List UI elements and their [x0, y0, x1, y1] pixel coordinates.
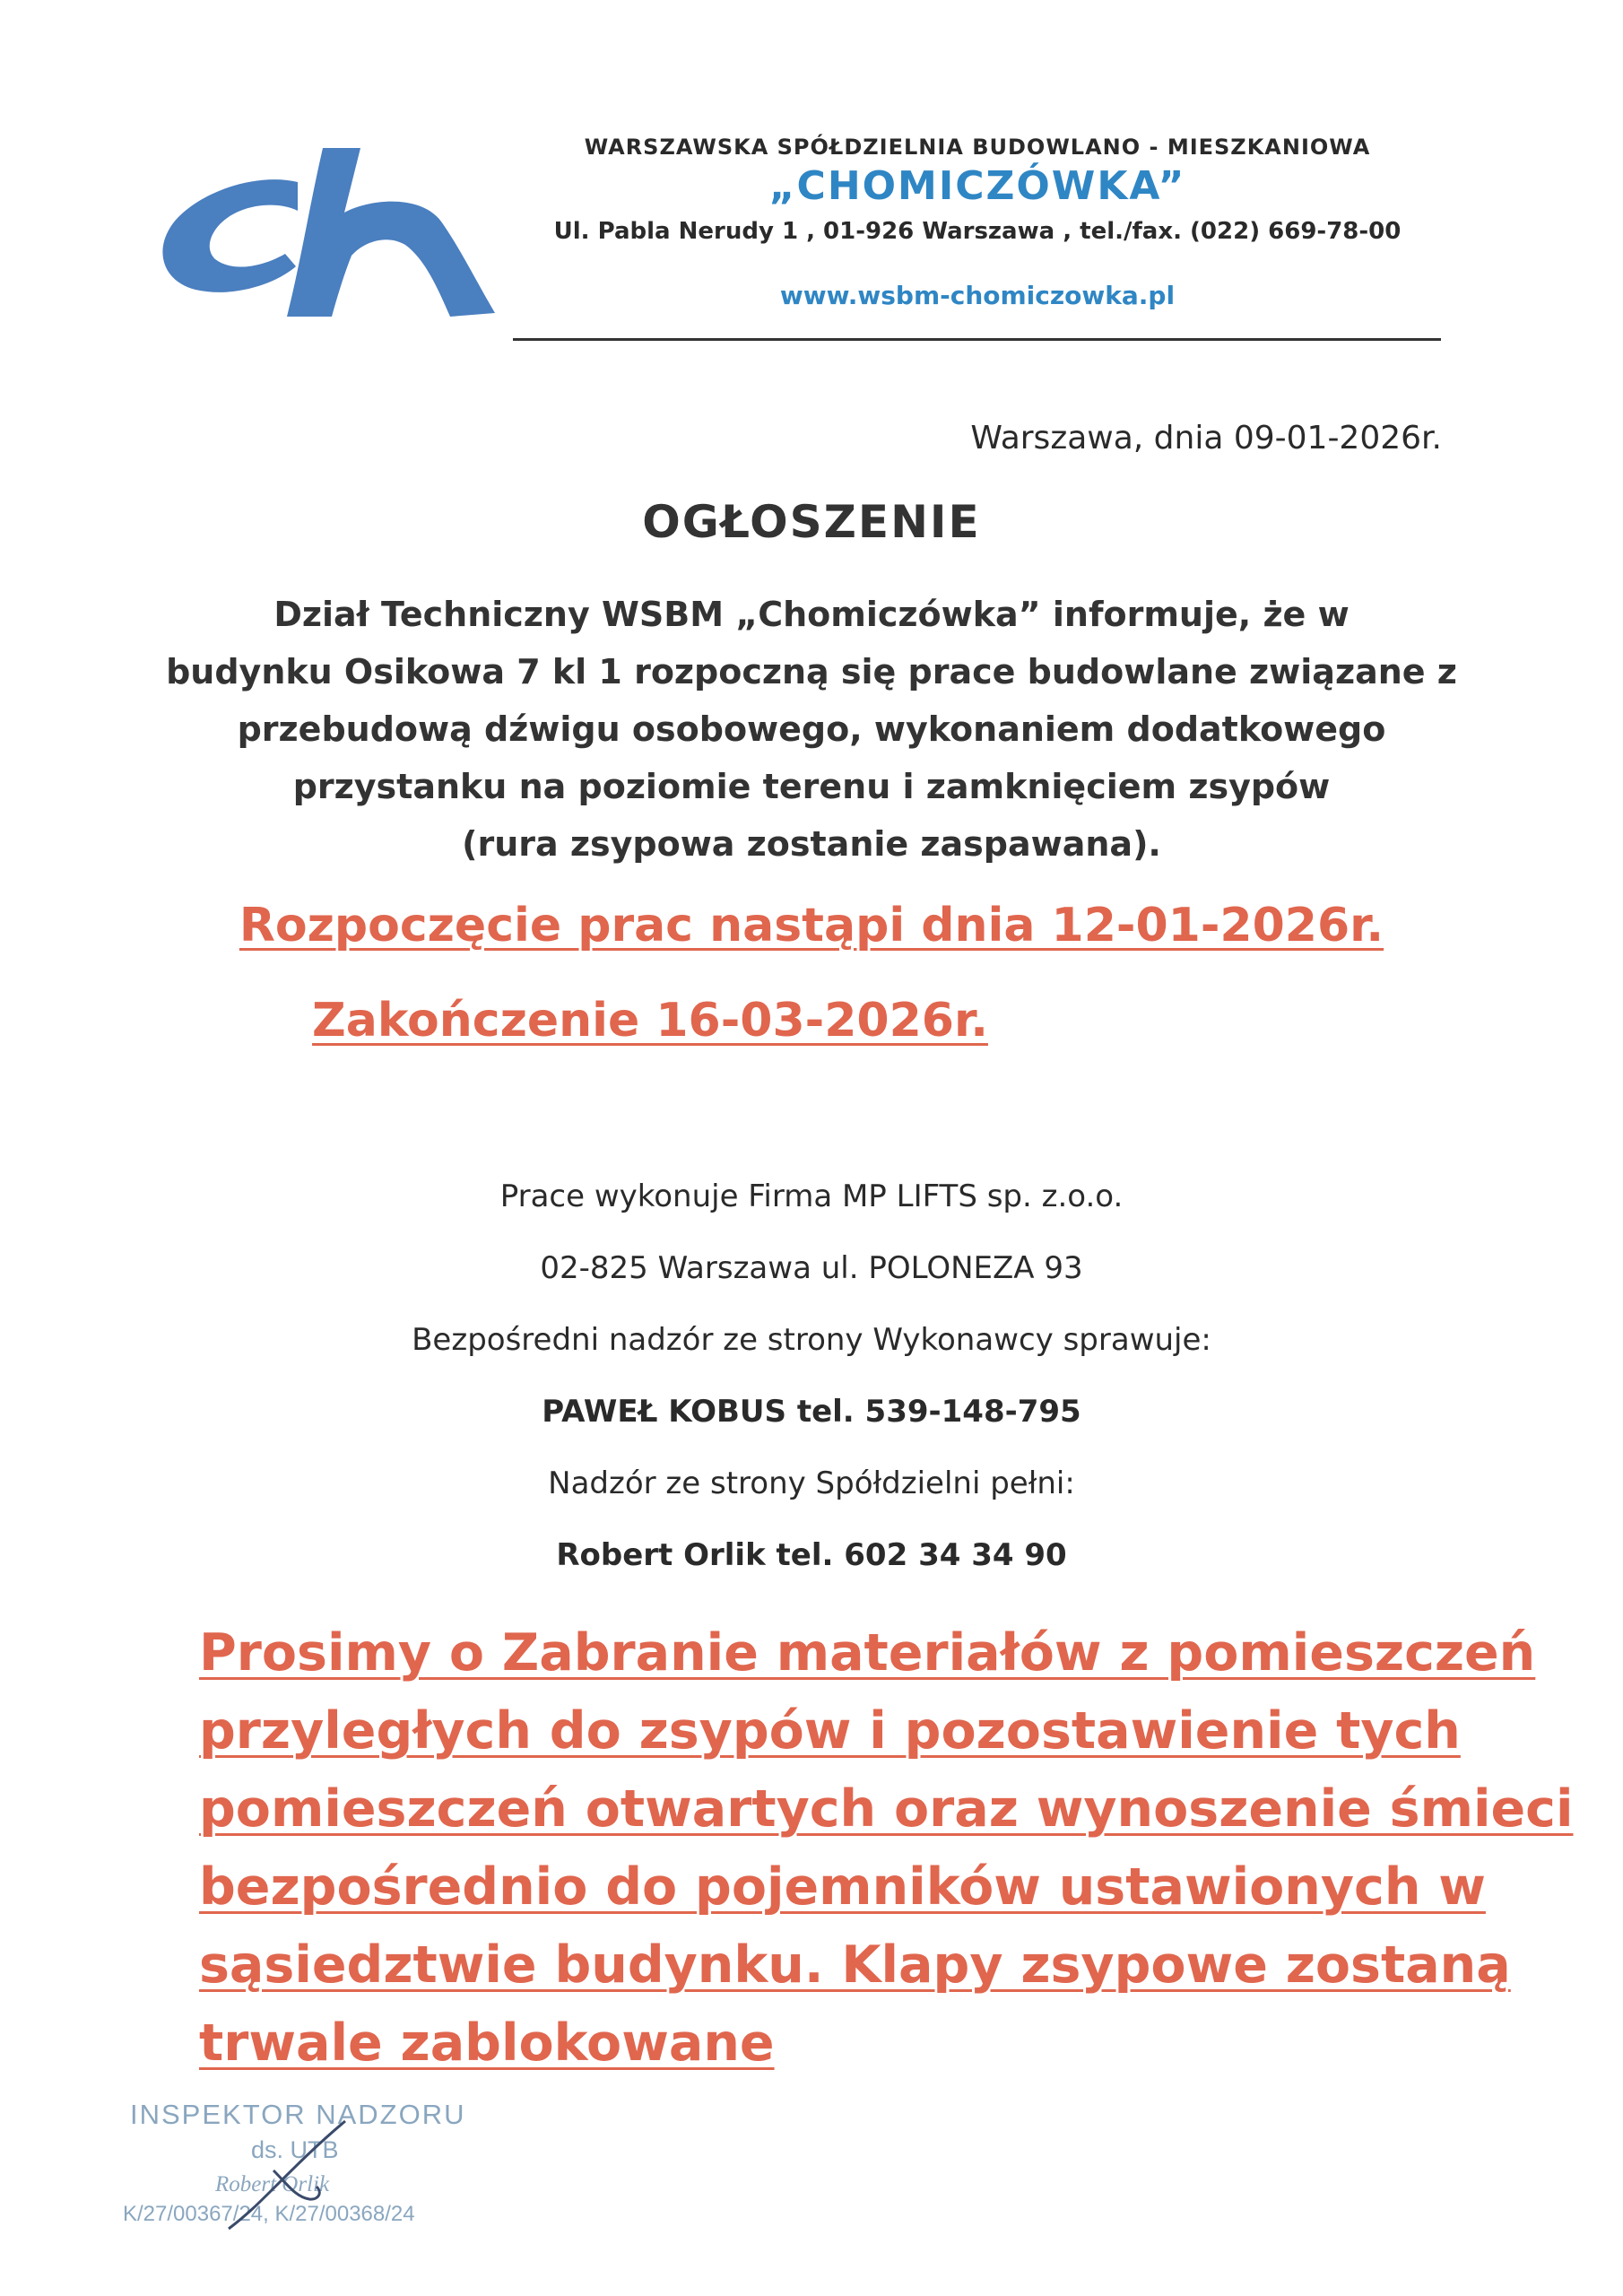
appeal-line: pomieszczeń otwartych oraz wynoszenie śmieci — [199, 1779, 1574, 1839]
organization-name: WARSZAWSKA SPÓŁDZIELNIA BUDOWLANO - MIESZKANIOWA — [584, 135, 1371, 160]
stamp-name: Robert Orlik — [215, 2172, 330, 2196]
body-line: Dział Techniczny WSBM „Chomiczówka” informuje, że w — [273, 595, 1350, 634]
stamp-license: K/27/00367/24, K/27/00368/24 — [123, 2202, 415, 2226]
organization-brand: „CHOMICZÓWKA” — [768, 163, 1186, 209]
body-line: przystanku na poziomie terenu i zamknięciem zsypów — [292, 767, 1331, 806]
end-date-line: Zakończenie 16-03-2026r. — [312, 994, 988, 1048]
organization-address: Ul. Pabla Nerudy 1 , 01-926 Warszawa , tel./fax. (022) 669-78-00 — [553, 218, 1402, 245]
date-line: Warszawa, dnia 09-01-2026r. — [970, 420, 1442, 457]
appeal-line: bezpośrednio do pojemników ustawionych w — [199, 1857, 1486, 1917]
stamp-title: INSPEKTOR NADZORU — [130, 2099, 466, 2130]
contractor-line: Prace wykonuje Firma MP LIFTS sp. z.o.o. — [499, 1178, 1124, 1214]
appeal-line: Prosimy o Zabranie materiałów z pomieszczeń — [199, 1623, 1536, 1683]
appeal-line: sąsiedztwie budynku. Klapy zsypowe zostaną — [199, 1935, 1511, 1995]
appeal-line: trwale zablokowane — [199, 2013, 775, 2073]
body-line: (rura zsypowa zostanie zaspawana). — [462, 824, 1161, 864]
contractor-supervisor: PAWEŁ KOBUS tel. 539-148-795 — [542, 1394, 1081, 1430]
contractor-address: 02-825 Warszawa ul. POLONEZA 93 — [540, 1250, 1083, 1286]
header-divider — [513, 338, 1441, 341]
ch-logo-icon — [152, 148, 498, 318]
body-line: przebudową dźwigu osobowego, wykonaniem dodatkowego — [237, 709, 1386, 749]
contractor-supervision-label: Bezpośredni nadzór ze strony Wykonawcy sprawuje: — [412, 1322, 1211, 1358]
coop-supervisor: Robert Orlik tel. 602 34 34 90 — [556, 1537, 1067, 1573]
start-date-line: Rozpoczęcie prac nastąpi dnia 12-01-2026r. — [239, 899, 1384, 952]
coop-supervision-label: Nadzór ze strony Spółdzielni pełni: — [548, 1465, 1075, 1501]
appeal-line: przyległych do zsypów i pozostawienie tych — [199, 1701, 1461, 1761]
document-title: OGŁOSZENIE — [642, 496, 981, 548]
appeal-block — [199, 1614, 1574, 2083]
stamp-subtitle: ds. UTB — [251, 2136, 339, 2163]
organization-website[interactable]: www.wsbm-chomiczowka.pl — [779, 281, 1176, 310]
signature-icon — [211, 2117, 354, 2233]
body-line: budynku Osikowa 7 kl 1 rozpoczną się prace budowlane związane z — [166, 652, 1457, 691]
